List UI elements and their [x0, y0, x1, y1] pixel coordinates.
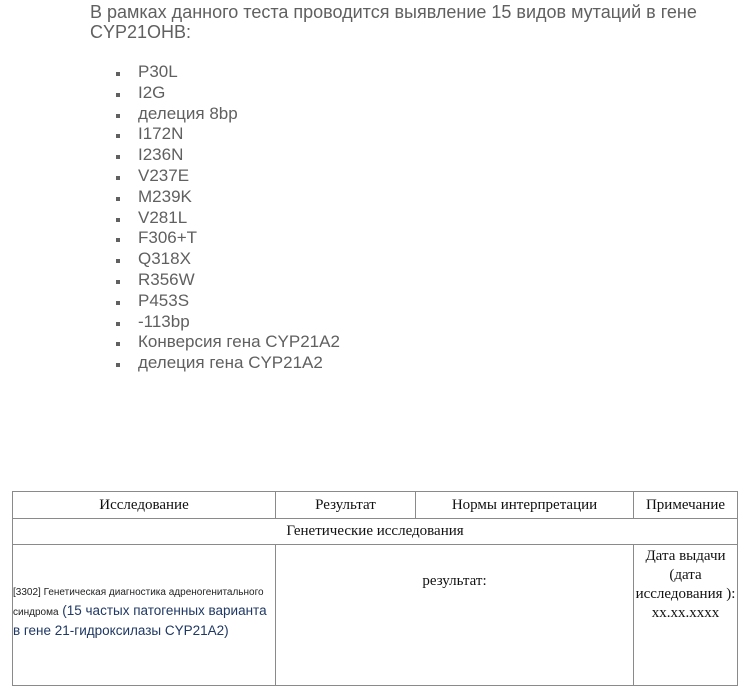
list-item: P453S	[114, 291, 340, 312]
study-description: (15 частых патогенных варианта в гене 21-гидроксилазы CYP21A2)	[13, 603, 267, 638]
list-item: Конверсия гена CYP21A2	[114, 332, 340, 353]
list-item: Q318X	[114, 249, 340, 270]
list-item: V281L	[114, 208, 340, 229]
header-note: Примечание	[634, 492, 738, 519]
list-item: V237E	[114, 166, 340, 187]
intro-paragraph: В рамках данного теста проводится выявление 15 видов мутаций в гене CYP21OHB:	[90, 2, 697, 42]
study-cell	[13, 545, 276, 686]
list-item: I172N	[114, 124, 340, 145]
header-study: Исследование	[13, 492, 276, 519]
list-item: делеция гена CYP21A2	[114, 353, 340, 374]
results-table	[12, 491, 738, 686]
list-item: делеция 8bp	[114, 104, 340, 125]
header-norms: Нормы интерпретации	[416, 492, 634, 519]
list-item: I2G	[114, 83, 340, 104]
mutation-list	[114, 62, 340, 374]
list-item: I236N	[114, 145, 340, 166]
header-result: Результат	[276, 492, 416, 519]
list-item: -113bp	[114, 312, 340, 333]
list-item: P30L	[114, 62, 340, 83]
table-header-row	[13, 492, 738, 519]
section-title: Генетические исследования	[13, 519, 738, 545]
list-item: F306+T	[114, 228, 340, 249]
section-row	[13, 519, 738, 545]
study-code: [3302] Генетическая диагностика адреногенитального синдрома	[13, 587, 264, 618]
list-item: M239K	[114, 187, 340, 208]
result-cell: результат:	[276, 545, 634, 686]
list-item: R356W	[114, 270, 340, 291]
table-row	[13, 545, 738, 686]
note-cell: Дата выдачи (дата исследования ): хх.хх.хххх	[634, 545, 738, 686]
